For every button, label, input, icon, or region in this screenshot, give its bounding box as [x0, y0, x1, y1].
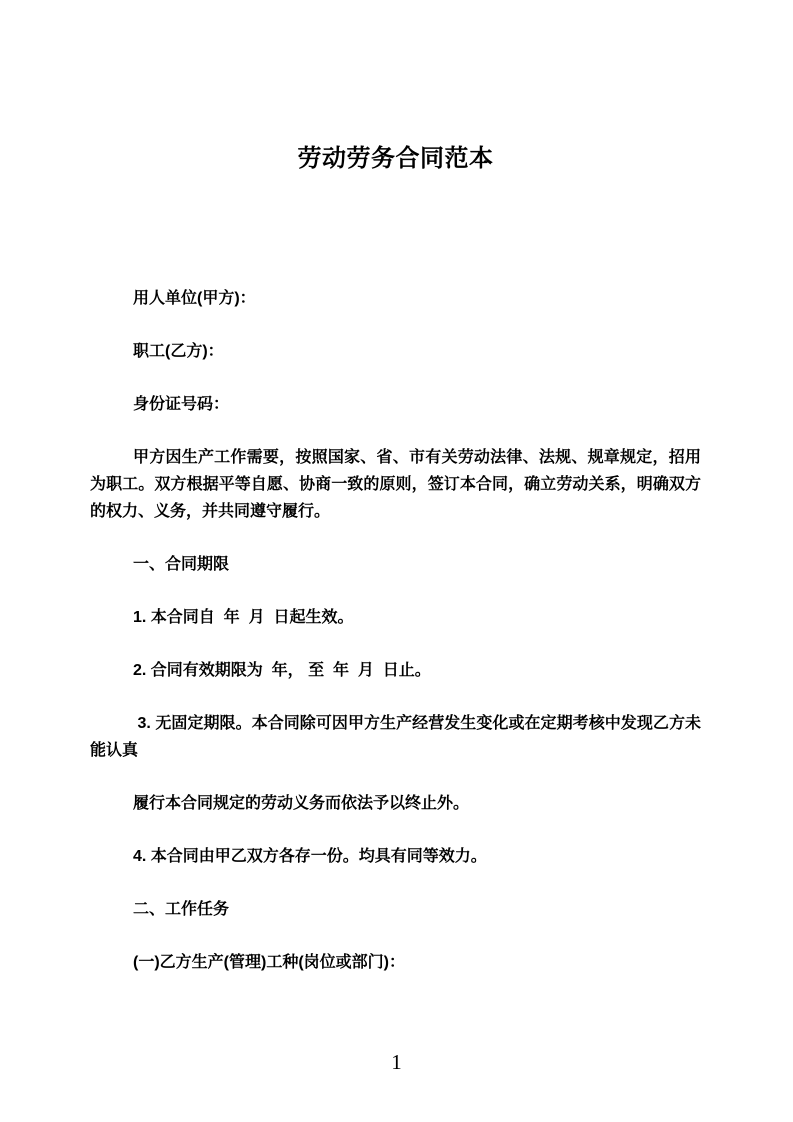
party-a-label-line: 用人单位(甲方)：: [133, 290, 256, 307]
clause-1-2: 2. 合同有效期限为 年， 至 年 月 日止。: [133, 662, 431, 679]
clause-1-3: 3. 无固定期限。本合同除可因甲方生产经营发生变化或在定期考核中发现乙方未能认真: [90, 715, 701, 759]
party-b-label-line: 职工(乙方)：: [133, 343, 224, 360]
document-title: 劳动劳务合同范本: [297, 145, 494, 172]
section-one-heading: 一、合同期限: [133, 556, 230, 573]
section-two-heading: 二、工作任务: [133, 901, 230, 918]
preamble-paragraph: 甲方因生产工作需要，按照国家、省、市有关劳动法律、法规、规章规定，招用 为职工。双方根据平等自愿、协商一致的原则，签订本合同，确立劳动关系，明确双方的权力、义务，并共同遵守履行。: [90, 449, 710, 520]
id-number-label-line: 身份证号码：: [133, 396, 230, 413]
clause-2-1: (一)乙方生产(管理)工种(岗位或部门)：: [133, 954, 405, 971]
clause-1-1: 1. 本合同自 年 月 日起生效。: [133, 609, 354, 626]
page-number: 1: [391, 1050, 402, 1074]
clause-1-3-continuation: 履行本合同规定的劳动义务而依法予以终止外。: [133, 795, 470, 812]
clause-1-4: 4. 本合同由甲乙双方各存一份。均具有同等效力。: [133, 848, 487, 865]
